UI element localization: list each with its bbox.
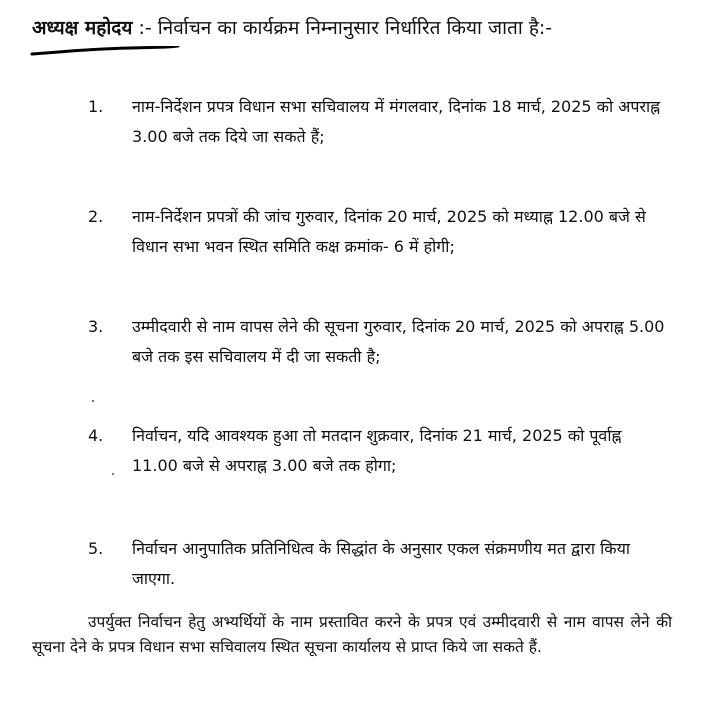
item-number: 3. bbox=[88, 317, 104, 336]
scan-speck bbox=[112, 473, 114, 475]
item-text: निर्वाचन आनुपातिक प्रतिनिधित्व के सिद्धांत के अनुसार एकल संक्रमणीय मत द्वारा किया जाएगा. bbox=[132, 539, 630, 588]
item-number: 1. bbox=[88, 97, 104, 116]
scan-speck bbox=[92, 400, 94, 402]
handwritten-underline bbox=[30, 46, 180, 56]
closing-paragraph: उपर्युक्त निर्वाचन हेतु अभ्यर्थियों के नाम प्रस्तावित करने के प्रपत्र एवं उम्मीदवारी से नाम वापस लेने की सूचना देने के प्रपत्र विधान सभा सचिवालय स्थित सूचना कार्यालय से प्राप्त किये जा सकते हैं. bbox=[32, 613, 672, 656]
item-text: उम्मीदवारी से नाम वापस लेने की सूचना गुरुवार, दिनांक 20 मार्च, 2025 को अपराह्न 5.00 बजे तक इस सचिवालय में दी जा सकती है; bbox=[132, 317, 665, 366]
document-heading bbox=[32, 14, 692, 42]
item-number: 5. bbox=[88, 539, 104, 558]
heading-text: :- निर्वाचन का कार्यक्रम निम्नानुसार निर्धारित किया जाता है:- bbox=[132, 17, 553, 39]
item-number: 2. bbox=[88, 207, 104, 226]
item-number: 4. bbox=[88, 426, 104, 445]
speaker-label: अध्यक्ष महोदय bbox=[32, 17, 133, 39]
item-text: नाम-निर्देशन प्रपत्रों की जांच गुरुवार, दिनांक 20 मार्च, 2025 को मध्याह्न 12.00 बजे से विधान सभा भवन स्थित समिति कक्ष क्रमांक- 6 में होगी; bbox=[132, 207, 646, 256]
item-text: नाम-निर्देशन प्रपत्र विधान सभा सचिवालय में मंगलवार, दिनांक 18 मार्च, 2025 को अपराह्न 3.00 बजे तक दिये जा सकते हैं; bbox=[132, 97, 661, 146]
item-text: निर्वाचन, यदि आवश्यक हुआ तो मतदान शुक्रवार, दिनांक 21 मार्च, 2025 को पूर्वाह्न 11.00 बजे से अपराह्न 3.00 बजे तक होगा; bbox=[132, 426, 622, 475]
